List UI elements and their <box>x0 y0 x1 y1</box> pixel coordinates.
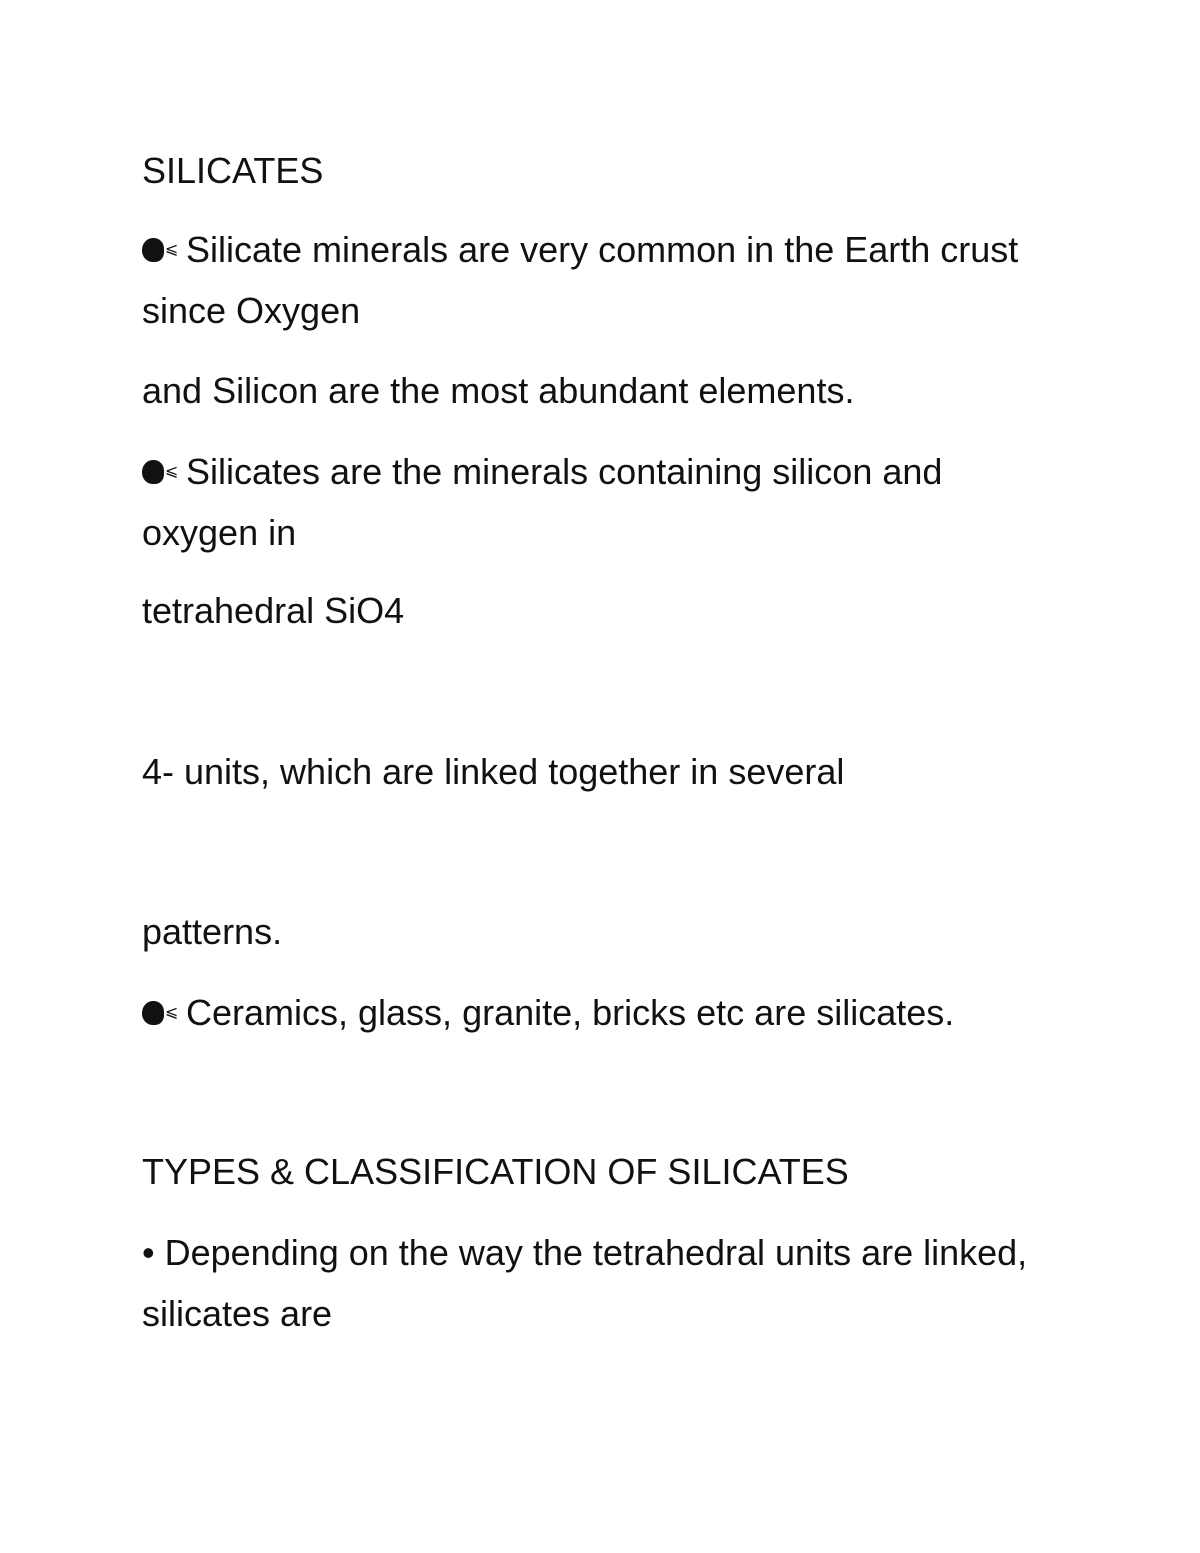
paragraph-depending <box>142 1222 1062 1344</box>
paragraph-text: Silicate minerals are very common in the Earth crust since Oxygen <box>142 229 1019 331</box>
speaking-head-icon: ⩽ <box>142 236 176 266</box>
heading-silicates: SILICATES <box>142 150 324 191</box>
heading-types-classification: TYPES & CLASSIFICATION OF SILICATES <box>142 1151 849 1192</box>
paragraph-text: Ceramics, glass, granite, bricks etc are silicates. <box>186 992 955 1033</box>
paragraph-text: Silicates are the minerals containing silicon and oxygen in <box>142 451 943 553</box>
paragraph-ceramics <box>142 982 1062 1043</box>
paragraph-text: Depending on the way the tetrahedral units are linked, silicates are <box>142 1232 1028 1334</box>
speaking-head-icon: ⩽ <box>142 999 176 1029</box>
speaking-head-icon: ⩽ <box>142 458 176 488</box>
paragraph-units-linked: 4- units, which are linked together in several <box>142 751 845 792</box>
paragraph-silicates-definition <box>142 441 1062 563</box>
bullet-point: • <box>142 1232 155 1273</box>
paragraph-silicate-minerals <box>142 219 1062 341</box>
paragraph-silicon-abundant: and Silicon are the most abundant elements. <box>142 370 855 411</box>
paragraph-tetrahedral: tetrahedral SiO4 <box>142 590 405 631</box>
paragraph-patterns: patterns. <box>142 911 283 952</box>
